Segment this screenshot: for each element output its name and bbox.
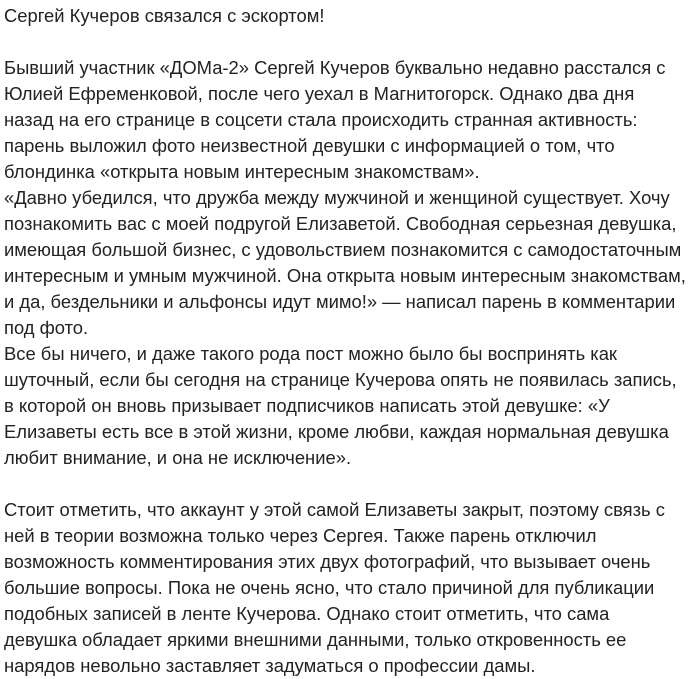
article-paragraph: Стоит отметить, что аккаунт у этой самой Елизаветы закрыт, поэтому связь с ней в теории возможна только через Сергея. Также парень отключил возможность комментирования этих двух фотографий, что вызывает очень большие вопросы. Пока не очень ясно, что стало причиной для публикации подобных записей в ленте Кучерова. Однако стоит отметить, что сама девушка обладает яркими внешними данными, только откровенность ее нарядов невольно заставляет задуматься о профессии дамы. xyxy=(4,499,665,676)
article-paragraph: Все бы ничего, и даже такого рода пост можно было бы воспринять как шуточный, если бы сегодня на странице Кучерова опять не появилась запись, в которой он вновь призывает подписчиков написать этой девушке: «У Елизаветы есть все в этой жизни, кроме любви, каждая нормальная девушка любит внимание, и она не исключение». xyxy=(4,343,677,468)
article-title: Сергей Кучеров связался с эскортом! xyxy=(4,5,325,26)
spacer xyxy=(4,471,687,497)
article-paragraph: Бывший участник «ДОМа-2» Сергей Кучеров буквально недавно расстался с Юлией Ефременковой, после чего уехал в Магнитогорск. Однако два дня назад на его странице в соцсети стала происходить странная активность: парень выложил фото неизвестной девушки с информацией о том, что блондинка «открыта новым интересным знакомствам». xyxy=(4,57,666,182)
spacer xyxy=(4,29,687,55)
article-paragraph: «Давно убедился, что дружба между мужчиной и женщиной существует. Хочу познакомить вас с моей подругой Елизаветой. Свободная серьезная девушка, имеющая большой бизнес, с удовольствием познакомится с самодостаточным интересным и умным мужчиной. Она открыта новым интересным знакомствам, и да, бездельники и альфонсы идут мимо!» — написал парень в комментарии под фото. xyxy=(4,187,686,338)
